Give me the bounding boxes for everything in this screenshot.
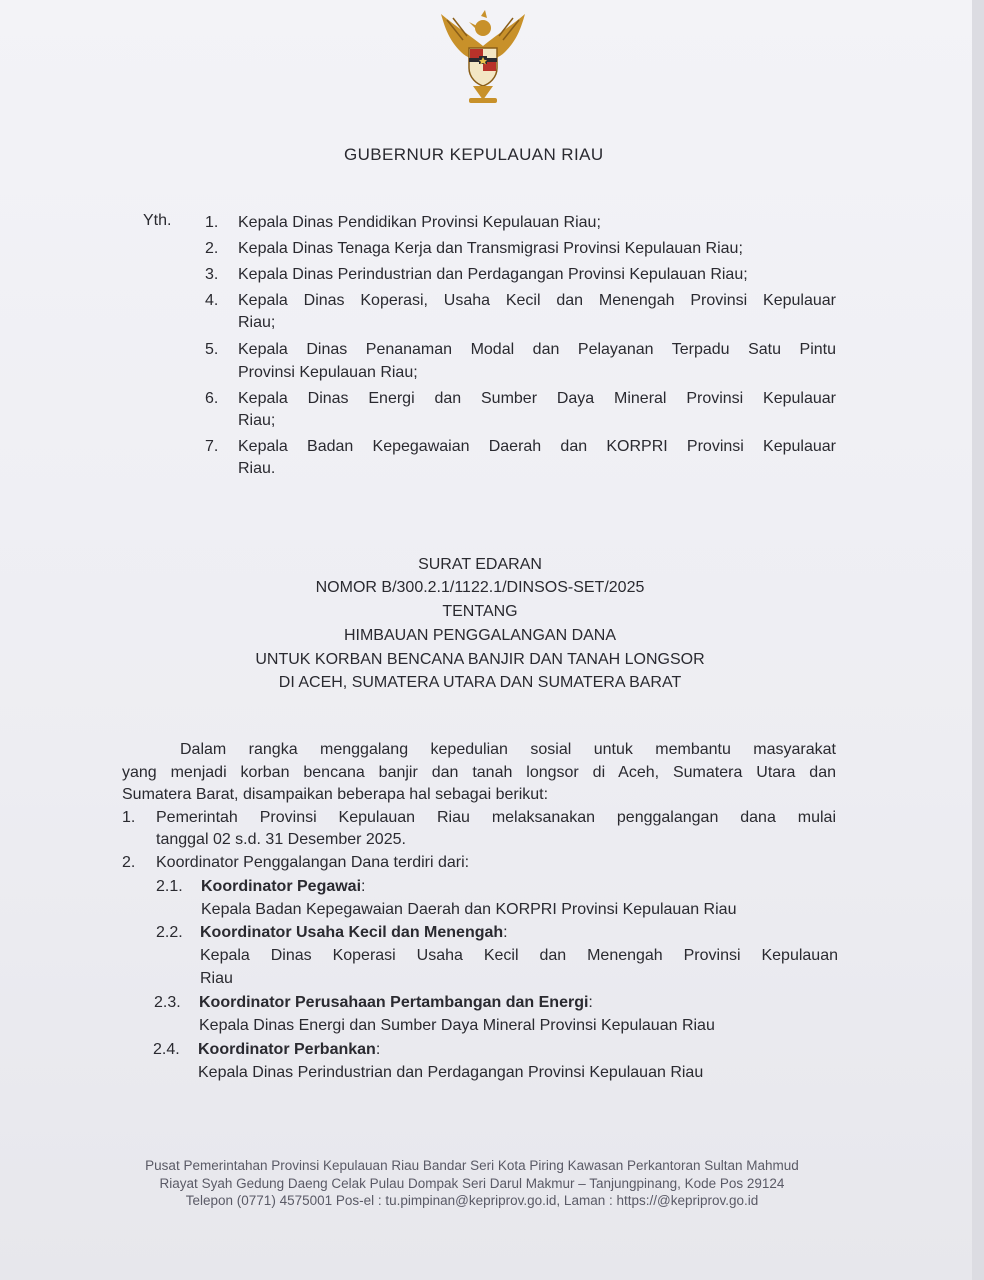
garuda-emblem-icon: [433, 6, 533, 106]
addressee-number: 2.: [205, 240, 219, 257]
addressee-line: Kepala Dinas Pendidikan Provinsi Kepulauan Riau;: [238, 214, 601, 231]
point-line-cont: tanggal 02 s.d. 31 Desember 2025.: [156, 831, 406, 848]
sub-point-title: Koordinator Perbankan: [198, 1041, 376, 1058]
sub-point-line: Kepala Dinas Perindustrian dan Perdagangan Provinsi Kepulauan Riau: [198, 1064, 704, 1081]
sub-point-line: Kepala Badan Kepegawaian Daerah dan KORPRI Provinsi Kepulauan Riau: [201, 901, 737, 918]
addressee-number: 3.: [205, 266, 219, 283]
footer-address: Riayat Syah Gedung Daeng Celak Pulau Dompak Seri Darul Makmur – Tanjungpinang, Kode Pos 29124: [159, 1176, 785, 1191]
sub-point-line-cont: Riau: [200, 970, 233, 987]
point-number: 2.: [122, 854, 136, 871]
letter-page: GUBERNUR KEPULAUAN RIAU Yth. 1. Kepala Dinas Pendidikan Provinsi Kepulauan Riau; 2. Kepala Dinas Tenaga Kerja dan Transmigrasi Provinsi Kepulauan Riau; 3. Kepala Dinas Perindustrian dan Perdagangan Provinsi Kepulauan Riau; 4. Kepala Dinas Koperasi, Usaha Kecil dan Menengah Provinsi Kepulauar Riau; 5. Kepala Dinas Penanaman Modal dan Pelayanan Terpadu Satu Pintu Provinsi Kepulauan Riau; 6. Kepala Dinas Energi dan Sumber Daya Mineral Provinsi Kepulauar Riau; 7. Kepala Badan Kepegawaian Daerah dan KORPRI Provinsi Kepulauar Riau. SURAT EDARAN NOMOR B/300.2.1/1122.1/DINSOS-SET/2025 TENTANG HIMBAUAN PENGGALANGAN DANA UNTUK KORBAN BENCANA BANJIR DAN TANAH LONGSOR DI ACEH, SUMATERA UTARA DAN SUMATERA BARAT Dalam rangka menggalang kepedulian sosial untuk membantu masyarakat yang menjadi korban bencana banjir dan tanah longsor di Aceh, Sumatera Utara dan Sumatera Barat, disampaikan beberapa hal sebagai berikut: 1. Pemerintah Provinsi Kepulauan Riau melaksanakan penggalangan dana mulai tanggal 02 s.d. 31 Desember 2025. 2. Koordinator Penggalangan Dana terdiri dari: 2.1. Koordinator Pegawai: Kepala Badan Kepegawaian Daerah dan KORPRI Provinsi Kepulauan Riau 2.2. Koordinator Usaha Kecil dan Menengah: Kepala Dinas Koperasi Usaha Kecil dan Menengah Provinsi Kepulauan Riau 2.3. Koordinator Perusahaan Pertambangan dan Energi: Kepala Dinas Energi dan Sumber Daya Mineral Provinsi Kepulauan Riau 2.4. Koordinator Perbankan: Kepala Dinas Perindustrian dan Perdagangan Provinsi Kepulauan Riau Pusat Pemerintahan Provinsi Kepulauan Riau Bandar Seri Kota Piring Kawasan Perkantoran Sultan Mahmud Riayat Syah Gedung Daeng Celak Pulau Dompak Seri Darul Makmur – Tanjungpinang, Kode Pos 29124 Telepon (0771) 4575001 Pos-el : tu.pimpinan@kepriprov.go.id, Laman : https://@kepriprov.go.id: [0, 0, 972, 1280]
title-line: UNTUK KORBAN BENCANA BANJIR DAN TANAH LONGSOR: [255, 651, 705, 668]
addressee-number: 1.: [205, 214, 219, 231]
letter-number: NOMOR B/300.2.1/1122.1/DINSOS-SET/2025: [315, 579, 645, 596]
addressee-prefix: Yth.: [143, 212, 172, 229]
addressee-number: 6.: [205, 390, 219, 407]
intro-line: Sumatera Barat, disampaikan beberapa hal sebagai berikut:: [122, 786, 549, 803]
sub-point-number: 2.3.: [154, 994, 181, 1011]
sub-point-line: Kepala Dinas Energi dan Sumber Daya Mineral Provinsi Kepulauan Riau: [199, 1017, 715, 1034]
title-line: DI ACEH, SUMATERA UTARA DAN SUMATERA BARAT: [278, 674, 682, 691]
point-line: Koordinator Penggalangan Dana terdiri dari:: [156, 854, 470, 871]
page-edge: [972, 0, 984, 1280]
addressee-line-cont: Provinsi Kepulauan Riau;: [238, 364, 418, 381]
intro-line: Dalam rangka menggalang kepedulian sosial untuk membantu masyarakat: [180, 741, 836, 758]
footer-contact: Telepon (0771) 4575001 Pos-el : tu.pimpinan@kepriprov.go.id, Laman : https://@kepriprov.go.id: [185, 1193, 759, 1208]
addressee-line: Kepala Dinas Koperasi, Usaha Kecil dan Menengah Provinsi Kepulauar: [238, 292, 836, 309]
addressee-line-cont: Riau;: [238, 412, 276, 429]
addressee-line: Kepala Dinas Perindustrian dan Perdagangan Provinsi Kepulauan Riau;: [238, 266, 748, 283]
point-number: 1.: [122, 809, 136, 826]
sub-point-title: Koordinator Pegawai: [201, 878, 362, 895]
addressee-line: Kepala Dinas Penanaman Modal dan Pelayanan Terpadu Satu Pintu: [238, 341, 836, 358]
addressee-number: 4.: [205, 292, 219, 309]
intro-line: yang menjadi korban bencana banjir dan tanah longsor di Aceh, Sumatera Utara dan: [122, 764, 836, 781]
addressee-number: 5.: [205, 341, 219, 358]
addressee-line: Kepala Dinas Tenaga Kerja dan Transmigrasi Provinsi Kepulauan Riau;: [238, 240, 743, 257]
addressee-line: Kepala Dinas Energi dan Sumber Daya Mineral Provinsi Kepulauar: [238, 390, 836, 407]
footer-address: Pusat Pemerintahan Provinsi Kepulauan Riau Bandar Seri Kota Piring Kawasan Perkantoran Sultan Mahmud: [145, 1158, 799, 1173]
addressee-line: Kepala Badan Kepegawaian Daerah dan KORPRI Provinsi Kepulauar: [238, 438, 836, 455]
sub-point-title: Koordinator Usaha Kecil dan Menengah: [200, 924, 504, 941]
title-line: HIMBAUAN PENGGALANGAN DANA: [343, 627, 617, 644]
addressee-number: 7.: [205, 438, 219, 455]
sub-point-line: Kepala Dinas Koperasi Usaha Kecil dan Menengah Provinsi Kepulauan: [200, 947, 838, 964]
title-line: TENTANG: [442, 603, 518, 620]
office-heading: GUBERNUR KEPULAUAN RIAU: [344, 145, 604, 164]
sub-point-number: 2.1.: [156, 878, 183, 895]
sub-point-number: 2.2.: [156, 924, 183, 941]
title-line: SURAT EDARAN: [418, 556, 542, 573]
sub-point-title: Koordinator Perusahaan Pertambangan dan Energi: [199, 994, 589, 1011]
sub-point-number: 2.4.: [153, 1041, 180, 1058]
addressee-line-cont: Riau.: [238, 460, 276, 477]
point-line: Pemerintah Provinsi Kepulauan Riau melaksanakan penggalangan dana mulai: [156, 809, 836, 826]
addressee-line-cont: Riau;: [238, 314, 276, 331]
